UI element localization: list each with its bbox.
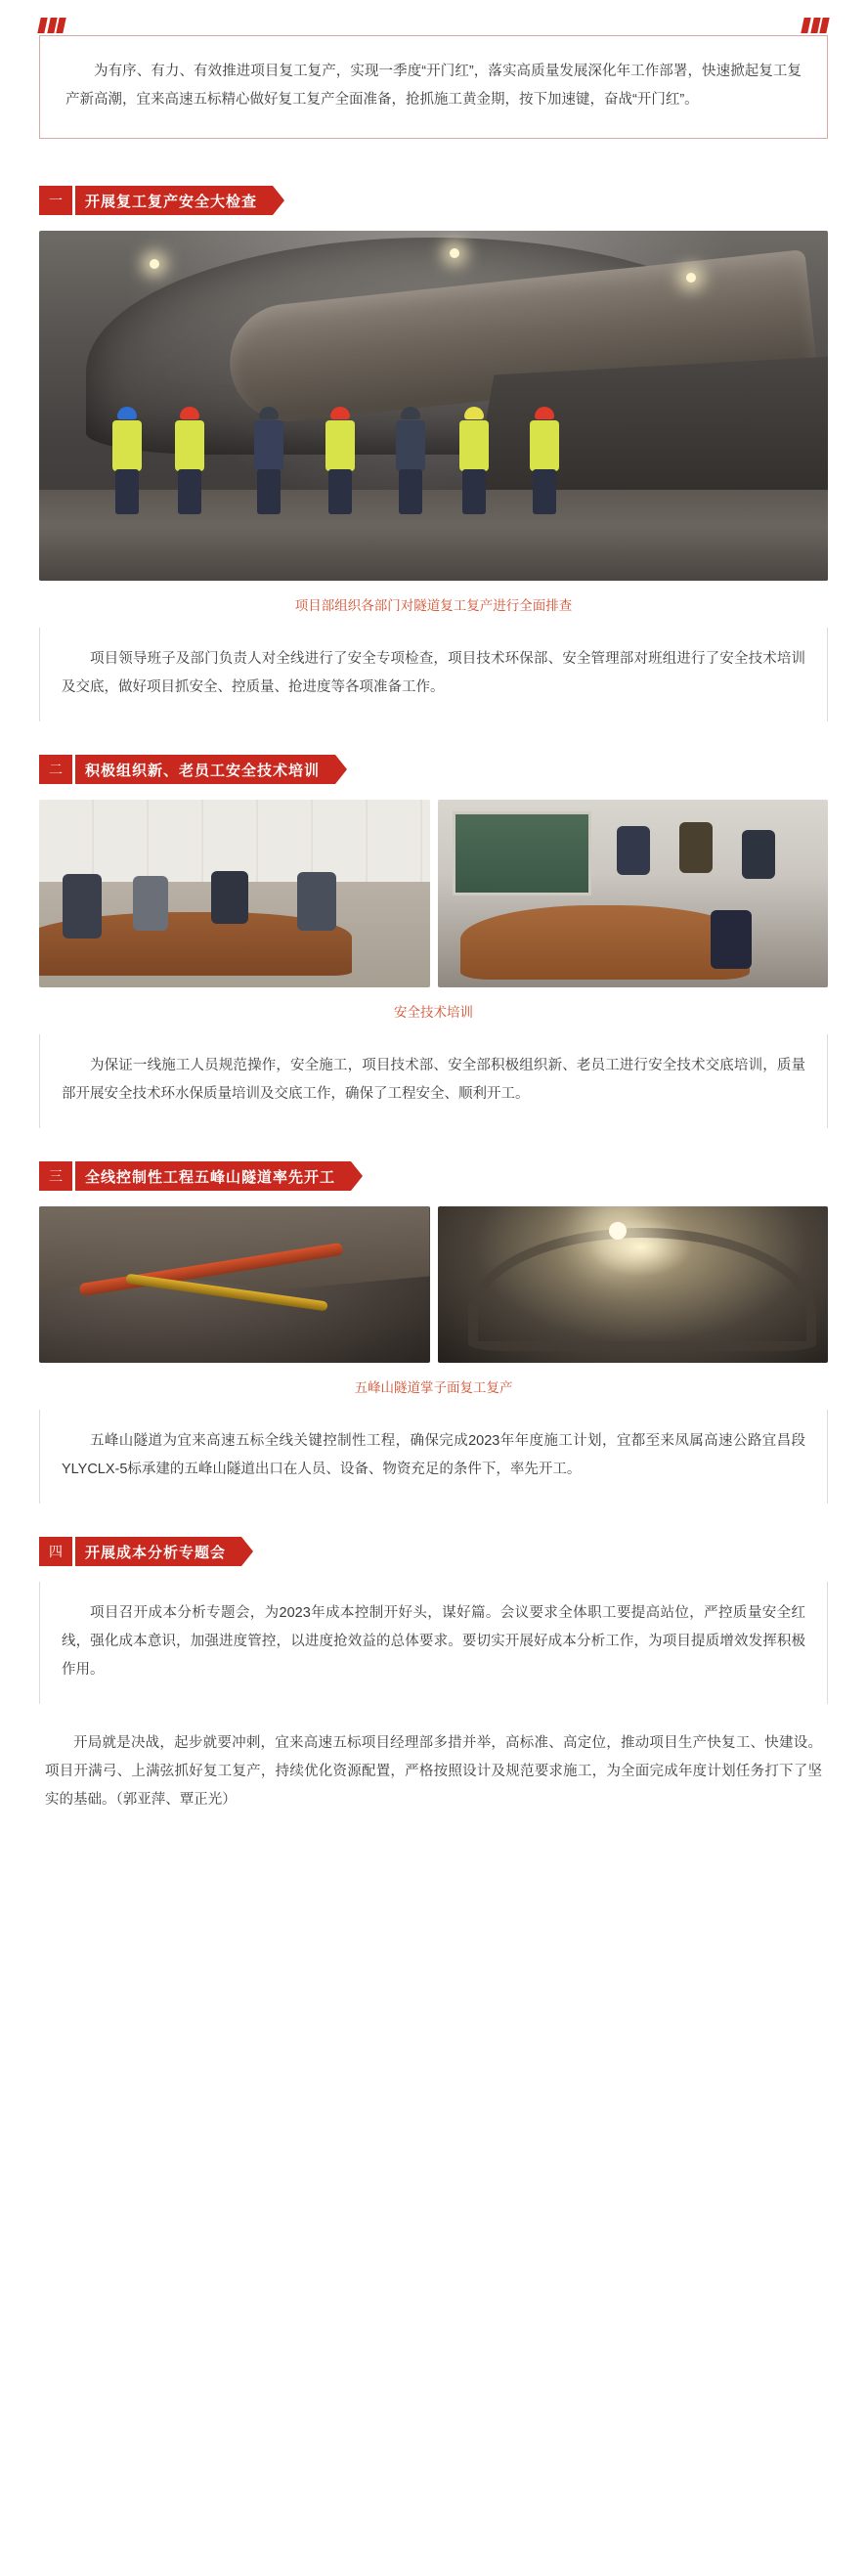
worker-figure bbox=[173, 407, 206, 514]
person-figure bbox=[679, 822, 713, 873]
section-title-3: 全线控制性工程五峰山隧道率先开工 bbox=[75, 1161, 351, 1191]
paragraph-box-3 bbox=[39, 1410, 828, 1504]
person-figure bbox=[297, 872, 336, 931]
worker-figure bbox=[528, 407, 561, 514]
photo-tunnel-inspection bbox=[39, 231, 828, 581]
photo-caption-3: 五峰山隧道掌子面复工复产 bbox=[354, 1380, 513, 1395]
photo-training-room-left bbox=[39, 800, 430, 987]
corner-mark-right-icon bbox=[802, 18, 828, 33]
section-body-4: 项目召开成本分析专题会，为2023年成本控制开好头，谋好篇。会议要求全体职工要提高站位，严控质量安全红线，强化成本意识，加强进度管控，以进度抢效益的总体要求。要切实开展好成本分析工作，为项目提质增效发挥积极作用。 bbox=[62, 1605, 805, 1678]
photo-training-room-right bbox=[438, 800, 829, 987]
intro-section bbox=[39, 18, 828, 153]
closing-paragraph-block bbox=[45, 1729, 822, 1814]
tunnel-arch-shape bbox=[468, 1228, 816, 1351]
section-body-1: 项目领导班子及部门负责人对全线进行了安全专项检查，项目技术环保部、安全管理部对班组进行了安全技术培训及交底，做好项目抓安全、控质量、抢进度等各项准备工作。 bbox=[62, 651, 805, 695]
worker-figure bbox=[457, 407, 491, 514]
person-figure bbox=[711, 910, 752, 969]
whiteboard-shape bbox=[453, 811, 591, 896]
person-figure bbox=[133, 876, 168, 931]
worker-figure bbox=[394, 407, 427, 514]
photo-drilling-jumbo bbox=[39, 1206, 430, 1363]
corner-mark-left-icon bbox=[39, 18, 65, 33]
photo-block-3 bbox=[39, 1206, 828, 1396]
section-title-4: 开展成本分析专题会 bbox=[75, 1537, 241, 1566]
photo-caption-1: 项目部组织各部门对隧道复工复产进行全面排查 bbox=[294, 598, 573, 613]
section-title-2: 积极组织新、老员工安全技术培训 bbox=[75, 755, 335, 784]
section-number-4: 四 bbox=[39, 1537, 72, 1566]
tunnel-lamp-icon bbox=[450, 248, 459, 258]
section-heading-3 bbox=[39, 1161, 828, 1191]
worker-figure bbox=[324, 407, 357, 514]
section-heading-1 bbox=[39, 186, 828, 215]
worker-figure bbox=[252, 407, 285, 514]
tunnel-lamp-icon bbox=[686, 273, 696, 283]
section-body-3: 五峰山隧道为宜来高速五标全线关键控制性工程，确保完成2023年年度施工计划，宜都至来凤属高速公路宜昌段YLYCLX-5标承建的五峰山隧道出口在人员、设备、物资充足的条件下，率先开工。 bbox=[62, 1433, 805, 1477]
tunnel-lamp-icon bbox=[150, 259, 159, 269]
person-figure bbox=[617, 826, 650, 875]
paragraph-box-2 bbox=[39, 1034, 828, 1128]
person-figure bbox=[742, 830, 775, 879]
worker-figure bbox=[110, 407, 144, 514]
section-title-1: 开展复工复产安全大检查 bbox=[75, 186, 273, 215]
intro-text: 为有序、有力、有效推进项目复工复产，实现一季度“开门红”，落实高质量发展深化年工作部署，快速掀起复工复产新高潮，宜来高速五标精心做好复工复产全面准备，抢抓施工黄金期，按下加速键，奋战“开门红”。 bbox=[65, 64, 802, 108]
photo-block-1 bbox=[39, 231, 828, 614]
meeting-table-shape bbox=[460, 905, 750, 981]
person-figure bbox=[63, 874, 102, 939]
paragraph-box-1 bbox=[39, 628, 828, 721]
photo-block-2 bbox=[39, 800, 828, 1021]
photo-tunnel-face bbox=[438, 1206, 829, 1363]
article-page bbox=[0, 18, 867, 1844]
section-number-2: 二 bbox=[39, 755, 72, 784]
section-number-1: 一 bbox=[39, 186, 72, 215]
section-heading-2 bbox=[39, 755, 828, 784]
photo-caption-2: 安全技术培训 bbox=[394, 1005, 473, 1020]
section-heading-4 bbox=[39, 1537, 828, 1566]
person-figure bbox=[211, 871, 248, 924]
wall-panel-shape bbox=[39, 800, 430, 882]
section-body-2: 为保证一线施工人员规范操作，安全施工，项目技术部、安全部积极组织新、老员工进行安全技术交底培训，质量部开展安全技术环水保质量培训及交底工作，确保了工程安全、顺利开工。 bbox=[62, 1058, 805, 1102]
section-number-3: 三 bbox=[39, 1161, 72, 1191]
paragraph-box-4 bbox=[39, 1582, 828, 1704]
intro-box bbox=[39, 35, 828, 139]
closing-text: 开局就是决战，起步就要冲刺，宜来高速五标项目经理部多措并举，高标准、高定位，推动项目生产快复工、快建设。项目开满弓、上满弦抓好复工复产，持续优化资源配置，严格按照设计及规范要求施工，为全面完成年度计划任务打下了坚实的基础。（郭亚萍、覃正光） bbox=[45, 1735, 822, 1808]
tunnel-floor-shape bbox=[39, 490, 828, 581]
